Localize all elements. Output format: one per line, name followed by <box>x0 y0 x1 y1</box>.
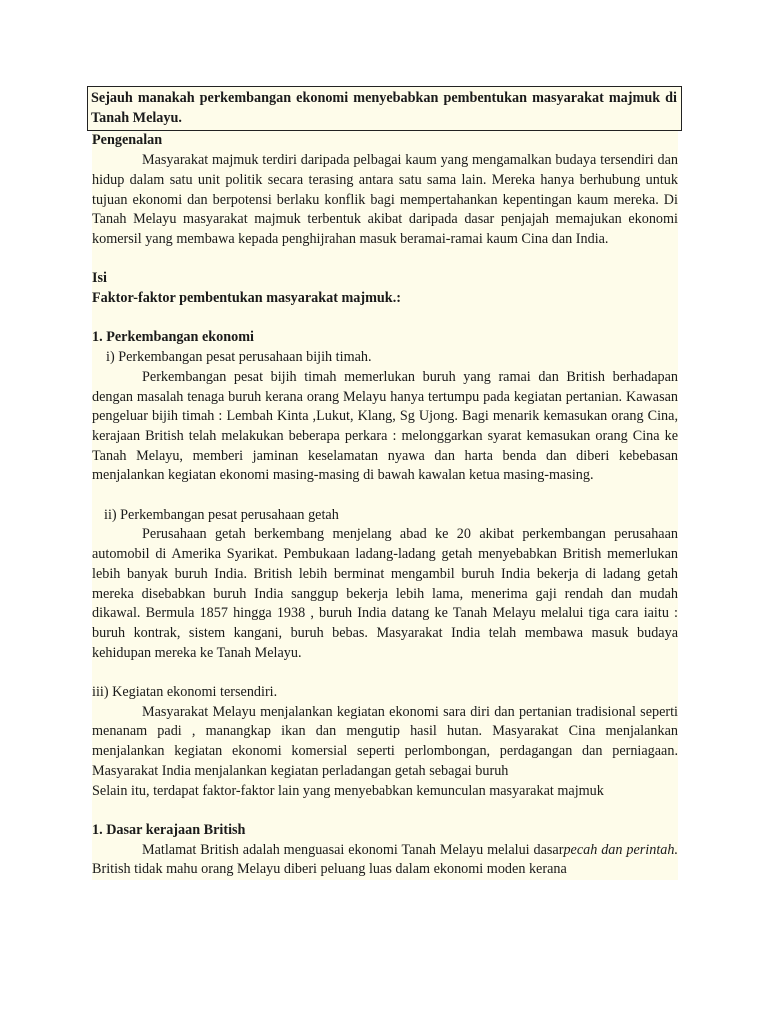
subsection-tin-paragraph: Perkembangan pesat bijih timah memerlukan buruh yang ramai dan British berhadapan dengan masalah tenaga buruh kerana orang Melayu hanya tertumpu pada kegiatan pertanian. Kawasan pengeluar bijih timah : Lembah Kinta ,Lukut, Klang, Sg Ujong. Bagi menarik kemasukan orang Cina, kerajaan British telah melakukan beberapa perkara : melonggarkan syarat kemasukan orang Cina ke Tanah Melayu, memberi jaminan keselamatan nyawa dan harta benda dan diberi kebebasan menjalankan kegiatan ekonomi masing-masing di bawah kawalan ketua masing-masing. <box>92 368 678 484</box>
section2-heading: 1. Dasar kerajaan British <box>92 821 246 838</box>
spacer <box>92 250 678 270</box>
spacer <box>92 309 678 329</box>
transition-sentence: Selain itu, terdapat faktor-faktor lain yang menyebabkan kemunculan masyarakat majmuk <box>92 782 604 799</box>
spacer <box>92 801 678 821</box>
intro-heading: Pengenalan <box>92 132 163 149</box>
subsection-rubber-heading: ii) Perkembangan pesat perusahaan getah <box>104 506 339 523</box>
isi-heading: Isi <box>92 270 107 287</box>
section2-italic-phrase: pecah dan perintah. <box>563 841 679 858</box>
spacer <box>92 663 678 683</box>
subsection-tin-heading: i) Perkembangan pesat perusahaan bijih timah. <box>106 349 372 366</box>
intro-paragraph: Masyarakat majmuk terdiri daripada pelbagai kaum yang mengamalkan budaya tersendiri dan hidup dalam satu unit politik secara terasing antara satu sama lain. Mereka hanya berhubung untuk tujuan ekonomi dan berpotensi berlaku konflik bagi mempertahankan kepentingan kaum mereka. Di Tanah Melayu masyarakat majmuk terbentuk akibat daripada dasar penjajah memajukan ekonomi komersil yang membawa kepada penghijrahan masuk beramai-ramai kaum Cina dan India. <box>92 152 678 247</box>
essay-question-title: Sejauh manakah perkembangan ekonomi menyebabkan pembentukan masyarakat majmuk di Tanah Melayu. <box>91 90 677 126</box>
section2-paragraph <box>92 841 678 880</box>
section2-text-end: British tidak mahu orang Melayu diberi peluang luas dalam ekonomi moden kerana <box>92 861 567 878</box>
document-content <box>92 86 678 880</box>
subsection-rubber-paragraph: Perusahaan getah berkembang menjelang abad ke 20 akibat perkembangan perusahaan automobil di Amerika Syarikat. Pembukaan ladang-ladang getah menyebabkan British memerlukan lebih banyak buruh India. British lebih berminat mengambil buruh India bekerja di ladang getah mereka disebabkan buruh India sanggup bekerja lebih lama, menerima gaji rendah dan mudah dikawal. Bermula 1857 hingga 1938 , buruh India datang ke Tanah Melayu melalui tiga cara iaitu : buruh kontrak, sistem kangani, buruh bebas. Masyarakat India telah membawa masuk budaya kehidupan mereka ke Tanah Melayu. <box>92 526 678 661</box>
factors-heading: Faktor-faktor pembentukan masyarakat majmuk.: <box>92 290 401 307</box>
section2-text-start: Matlamat British adalah menguasai ekonomi Tanah Melayu melalui dasar <box>142 841 564 858</box>
subsection-economy-heading: iii) Kegiatan ekonomi tersendiri. <box>92 684 278 701</box>
essay-question-box <box>87 86 682 131</box>
subsection-economy-paragraph: Masyarakat Melayu menjalankan kegiatan ekonomi sara diri dan pertanian tradisional seperti menanam padi , manangkap ikan dan mengutip hasil hutan. Masyarakat Cina menjalankan menjalankan kegiatan ekonomi komersial seperti perlombongan, perdagangan dan perniagaan. Masyarakat India menjalankan kegiatan perladangan getah sebagai buruh <box>92 703 678 779</box>
spacer <box>92 486 678 506</box>
section1-heading: 1. Perkembangan ekonomi <box>92 329 254 346</box>
